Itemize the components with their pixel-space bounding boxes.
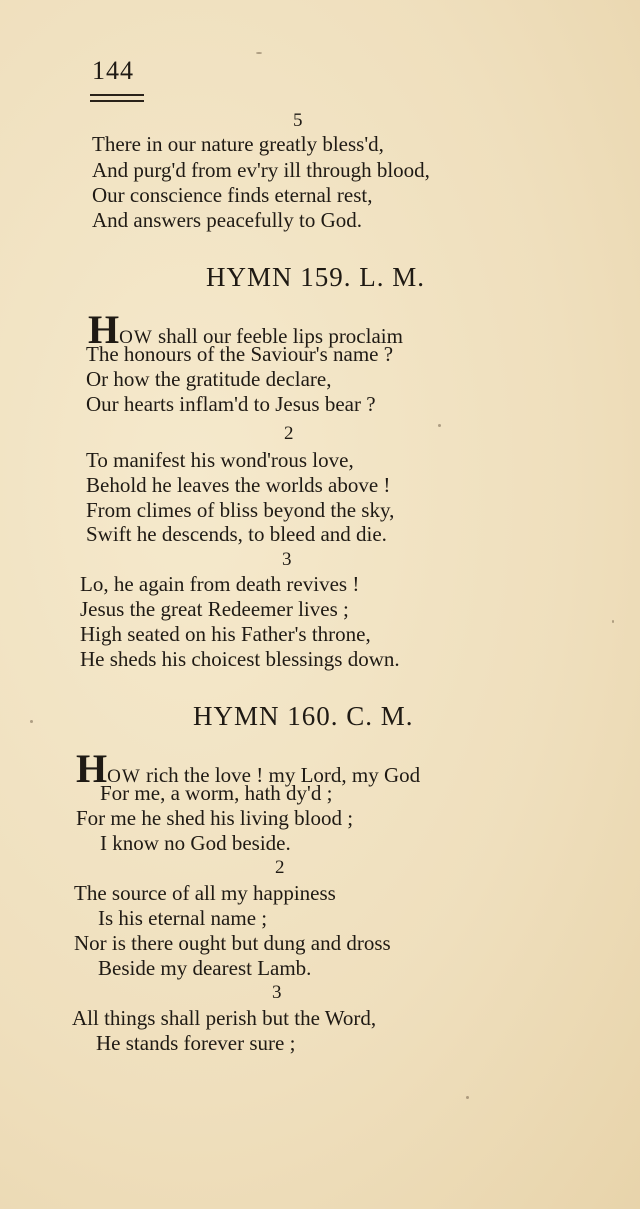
verse-line: Jesus the great Redeemer lives ; bbox=[80, 597, 349, 621]
verse-line: Our hearts inflam'd to Jesus bear ? bbox=[86, 392, 376, 416]
verse-line: He sheds his choicest blessings down. bbox=[80, 647, 400, 671]
verse-number: 2 bbox=[275, 857, 285, 878]
paper-speck bbox=[466, 1096, 469, 1099]
verse-line: Behold he leaves the worlds above ! bbox=[86, 473, 391, 497]
verse-number: 3 bbox=[272, 982, 282, 1003]
page-number: 144 bbox=[92, 56, 134, 85]
hymn-title: HYMN 159. L. M. bbox=[206, 262, 426, 292]
small-caps-word: OW bbox=[107, 766, 141, 787]
hymn-title: HYMN 160. C. M. bbox=[193, 701, 414, 731]
verse-number: 3 bbox=[282, 549, 292, 570]
drop-cap: H bbox=[76, 746, 108, 791]
verse-line: The source of all my happiness bbox=[74, 881, 336, 905]
first-line-text: shall our feeble lips proclaim bbox=[152, 324, 403, 348]
verse-line: He stands forever sure ; bbox=[96, 1031, 296, 1055]
verse-line: For me, a worm, hath dy'd ; bbox=[100, 781, 333, 805]
verse-number: 5 bbox=[293, 110, 303, 131]
verse-line: Swift he descends, to bleed and die. bbox=[86, 522, 387, 546]
paper-speck bbox=[30, 720, 33, 723]
verse-line: High seated on his Father's throne, bbox=[80, 622, 371, 646]
verse-number: 2 bbox=[284, 423, 294, 444]
verse-line: There in our nature greatly bless'd, bbox=[92, 132, 384, 156]
verse-line: All things shall perish but the Word, bbox=[72, 1006, 377, 1030]
header-rule-bottom bbox=[90, 100, 144, 102]
verse-line: And purg'd from ev'ry ill through blood, bbox=[92, 158, 430, 182]
verse-line: Is his eternal name ; bbox=[98, 906, 268, 930]
verse-line: And answers peacefully to God. bbox=[92, 208, 363, 232]
verse-line: Or how the gratitude declare, bbox=[86, 367, 332, 391]
small-caps-word: OW bbox=[119, 327, 153, 348]
verse-line: Lo, he again from death revives ! bbox=[80, 572, 360, 596]
verse-line: Our conscience finds eternal rest, bbox=[92, 183, 373, 207]
header-rule-top bbox=[90, 94, 144, 96]
first-line-text: rich the love ! my Lord, my God bbox=[140, 763, 421, 787]
drop-cap: H bbox=[88, 307, 120, 352]
paper-speck bbox=[256, 52, 262, 54]
verse-line: From climes of bliss beyond the sky, bbox=[86, 498, 395, 522]
verse-line: To manifest his wond'rous love, bbox=[86, 448, 354, 472]
paper-speck bbox=[438, 424, 441, 427]
verse-line: The honours of the Saviour's name ? bbox=[86, 342, 394, 366]
verse-line: I know no God beside. bbox=[100, 831, 291, 855]
verse-line: For me he shed his living blood ; bbox=[76, 806, 354, 830]
verse-line: Nor is there ought but dung and dross bbox=[74, 931, 391, 955]
verse-line: Beside my dearest Lamb. bbox=[98, 956, 312, 980]
paper-speck bbox=[612, 620, 614, 623]
